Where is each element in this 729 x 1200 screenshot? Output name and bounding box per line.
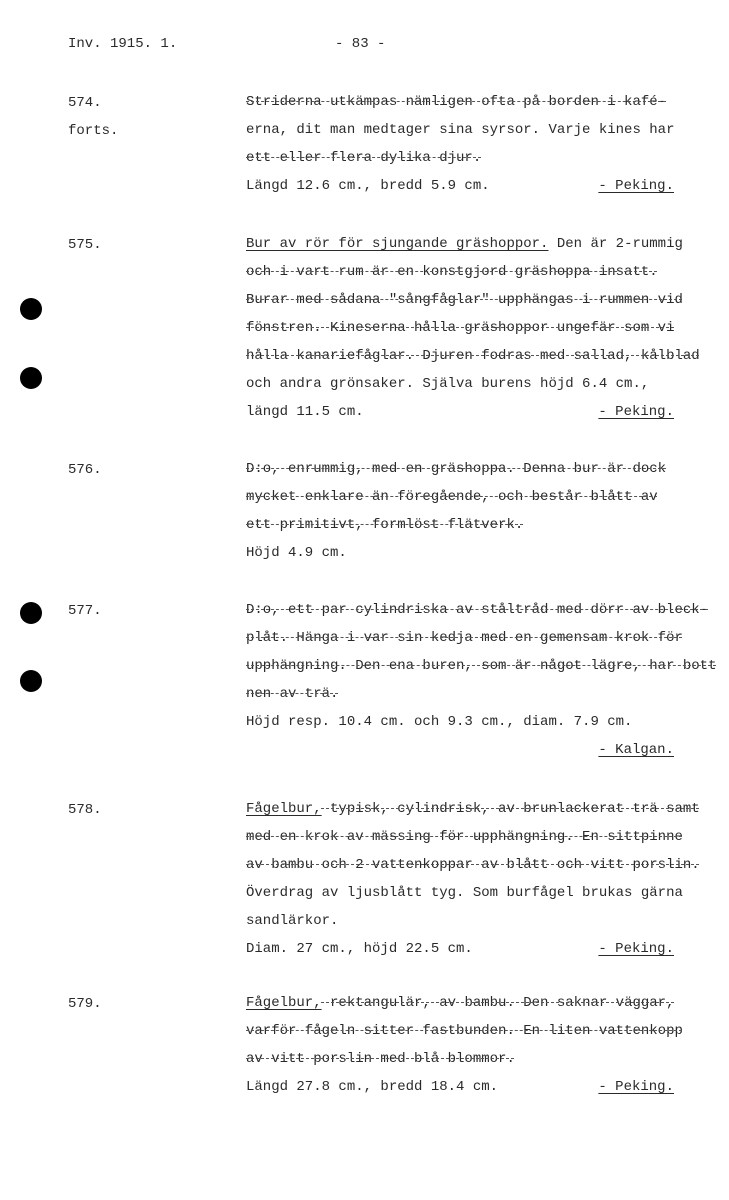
entry-line: erna, dit man medtager sina syrsor. Varje kines har — [246, 122, 675, 138]
punch-hole — [20, 367, 42, 389]
entry-continued-label: forts. — [68, 123, 119, 139]
entry-title: Fågelbur, — [246, 995, 322, 1011]
entry-number: 574. — [68, 95, 102, 111]
entry-number: 579. — [68, 996, 102, 1012]
entry-line: och andra grönsaker. Själva burens höjd 6.4 cm., — [246, 376, 650, 392]
entry-place: - Peking. — [598, 941, 674, 957]
punch-hole — [20, 602, 42, 624]
entry-measurements: Längd 12.6 cm., bredd 5.9 cm. — [246, 178, 490, 194]
entry-title: Fågelbur, — [246, 801, 322, 817]
entry-line: mycket enklare än föregående, och består blått av — [246, 489, 658, 505]
entry-line: plåt. Hänga i var sin kedja med en gemensam krok för — [246, 630, 683, 646]
entry-line: fönstren. Kineserna hålla gräshoppor ungefär som vi — [246, 320, 675, 336]
entry-line-rest: Den är 2-rummig — [548, 236, 683, 252]
entry-measurements: Längd 27.8 cm., bredd 18.4 cm. — [246, 1079, 499, 1095]
entry-line: D:o, enrummig, med en gräshoppa. Denna bur är dock — [246, 461, 667, 477]
entry-line: med en krok av mässing för upphängning. En sittpinne — [246, 829, 683, 845]
entry-line: ett eller flera dylika djur. — [246, 150, 482, 166]
entry-line: Överdrag av ljusblått tyg. Som burfågel brukas gärna — [246, 885, 683, 901]
entry-line: Striderna utkämpas nämligen ofta på borden i kafé- — [246, 94, 667, 110]
entry-577 — [246, 596, 726, 764]
entry-line: varför fågeln sitter fastbunden. En liten vattenkopp — [246, 1023, 683, 1039]
inventory-label: Inv. 1915. 1. — [68, 36, 178, 52]
entry-place: - Kalgan. — [598, 742, 674, 758]
entry-576 — [246, 455, 726, 567]
entry-line-rest: rektangulär, av bambu. Den saknar väggar, — [321, 995, 675, 1011]
entry-place: - Peking. — [598, 178, 674, 194]
entry-number: 577. — [68, 603, 102, 619]
entry-measure-row — [246, 935, 674, 963]
punch-hole — [20, 298, 42, 320]
entry-number: 576. — [68, 462, 102, 478]
entry-line-rest: typisk, cylindrisk, av brunlackerat trä samt — [321, 801, 700, 817]
entry-line — [246, 230, 726, 258]
entry-measurements: Diam. 27 cm., höjd 22.5 cm. — [246, 941, 473, 957]
entry-number: 578. — [68, 802, 102, 818]
entry-line: av vitt porslin med blå blommor. — [246, 1051, 515, 1067]
entry-title: Bur av rör för sjungande gräshoppor. — [246, 236, 549, 252]
entry-575 — [246, 230, 726, 426]
entry-number: 575. — [68, 237, 102, 253]
entry-579 — [246, 989, 726, 1101]
entry-line — [246, 989, 726, 1017]
entry-line: D:o, ett par cylindriska av ståltråd med dörr av bleck- — [246, 602, 709, 618]
entry-line: nen av trä. — [246, 686, 339, 702]
entry-measurements: Höjd resp. 10.4 cm. och 9.3 cm., diam. 7.9 cm. — [246, 714, 633, 730]
entry-line: ett primitivt, formlöst flätverk. — [246, 517, 524, 533]
entry-measure-row — [246, 539, 674, 567]
entry-line: upphängning. Den ena buren, som är något lägre, har bott — [246, 658, 717, 674]
entry-line: av bambu och 2 vattenkoppar av blått och vitt porslin. — [246, 857, 700, 873]
entry-line: Burar med sådana "sångfåglar" upphängas i rummen vid — [246, 292, 683, 308]
entry-measurements: längd 11.5 cm. — [246, 404, 364, 420]
entry-place: - Peking. — [598, 404, 674, 420]
entry-574 — [246, 88, 726, 200]
entry-measurements: Höjd 4.9 cm. — [246, 545, 347, 561]
entry-measure-row — [246, 1073, 674, 1101]
entry-place: - Peking. — [598, 1079, 674, 1095]
entry-measure-row — [246, 172, 674, 200]
page-number: - 83 - — [335, 36, 386, 52]
punch-hole — [20, 670, 42, 692]
entry-line: hålla kanariefåglar. Djuren fodras med sallad, kålblad — [246, 348, 700, 364]
entry-578 — [246, 795, 726, 963]
entry-line: och i vart rum är en konstgjord gräshoppa insatt. — [246, 264, 658, 280]
entry-measure-row — [246, 736, 674, 764]
entry-line — [246, 795, 726, 823]
entry-line: sandlärkor. — [246, 913, 339, 929]
entry-measure-row — [246, 398, 674, 426]
